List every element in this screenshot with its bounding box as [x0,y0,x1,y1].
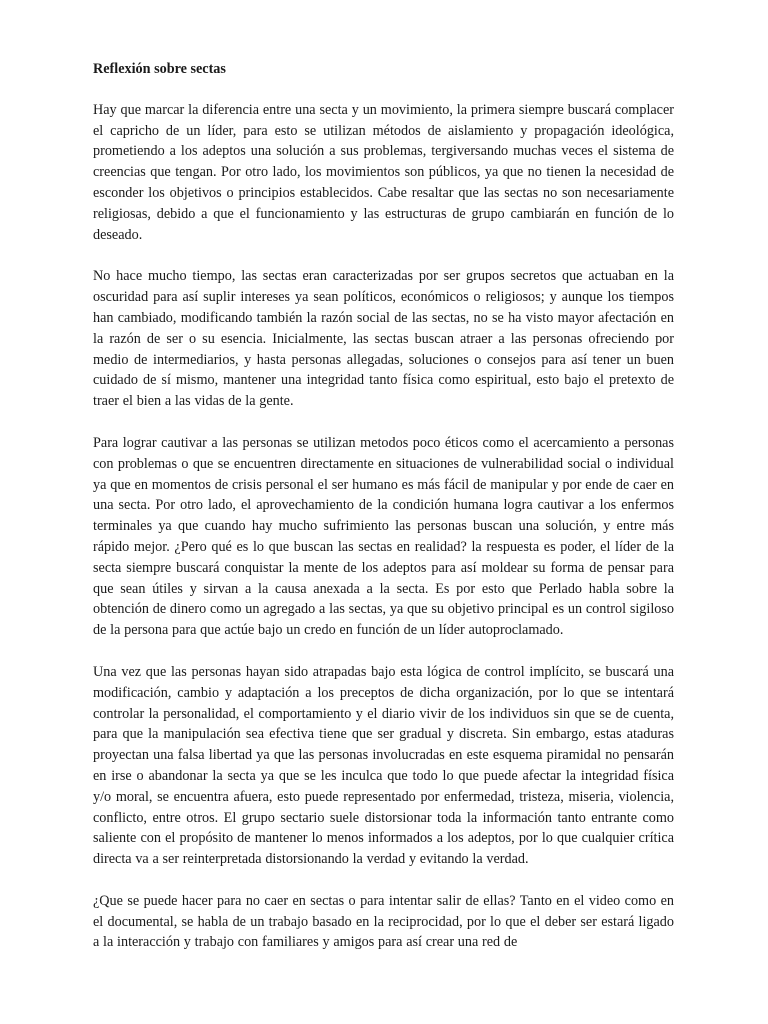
document-title: Reflexión sobre sectas [93,61,226,77]
paragraph-1: Hay que marcar la diferencia entre una secta y un movimiento, la primera siempre buscará complacer el capricho de un líder, para esto se utilizan métodos de aislamiento y propagación ideológica, prometiendo a los adeptos una solución a sus problemas, tergiversando muchas veces el sistema de creencias que tengan. Por otro lado, los movimientos son públicos, ya que no tienen la necesidad de esconder los objetivos o principios establecidos. Cabe resaltar que las sectas no son necesariamente religiosas, debido a que el funcionamiento y las estructuras de grupo cambiarán en función de lo deseado. [93,101,674,243]
document-body [93,59,674,974]
paragraph-3: Para lograr cautivar a las personas se utilizan metodos poco éticos como el acercamiento a personas con problemas o que se encuentren directamente en situaciones de vulnerabilidad social o individual ya que en momentos de crisis personal el ser humano es más fácil de manipular y por ende de caer en una secta. Por otro lado, el aprovechamiento de la condición humana logra cautivar a los enfermos terminales ya que cuando hay mucho sufrimiento las personas buscan una solución, y entre más rápido mejor. ¿Pero qué es lo que buscan las sectas en realidad? la respuesta es poder, el líder de la secta siempre buscará conquistar la mente de los adeptos para así moldear su forma de pensar para que sean útiles y sirvan a la causa anexada a la secta. Es por esto que Perlado habla sobre la obtención de dinero como un agregado a las sectas, ya que su objetivo principal es un control sigiloso de la persona para que actúe bajo un credo en función de un líder autoproclamado. [93,434,674,639]
paragraph-4: Una vez que las personas hayan sido atrapadas bajo esta lógica de control implícito, se buscará una modificación, cambio y adaptación a los preceptos de dicha organización, por lo que se intentará controlar la personalidad, el comportamiento y el diario vivir de los individuos sin que se de cuenta, para que la manipulación sea efectiva tiene que ser gradual y discreta. Sin embargo, estas ataduras proyectan una falsa libertad ya que las personas involucradas en este esquema piramidal no pensarán en irse o abandonar la secta ya que se les inculca que todo lo que puede afectar la integridad física y/o moral, se encuentra afuera, esto puede representado por enfermedad, tristeza, miseria, violencia, conflicto, entre otros. El grupo sectario suele distorsionar toda la información tanto entrante como saliente con el propósito de mantener lo menos informados a los adeptos, por lo que cualquier crítica directa va a ser reinterpretada distorsionando la verdad y evitando la verdad. [93,663,674,868]
paragraph-5: ¿Que se puede hacer para no caer en sectas o para intentar salir de ellas? Tanto en el video como en el documental, se habla de un trabajo basado en la reciprocidad, por lo que el deber ser estará ligado a la interacción y trabajo con familiares y amigos para así crear una red de [93,892,674,951]
paragraph-2: No hace mucho tiempo, las sectas eran caracterizadas por ser grupos secretos que actuaban en la oscuridad para así suplir intereses ya sean políticos, económicos o religiosos; y aunque los tiempos han cambiado, modificando también la razón social de las sectas, no se ha visto mayor afectación en la razón de ser o su esencia. Inicialmente, las sectas buscan atraer a las personas ofreciendo por medio de intermediarios, y hasta personas allegadas, soluciones o consejos para así tener un buen cuidado de sí mismo, mantener una integridad tanto física como espiritual, esto bajo el pretexto de traer el bien a las vidas de la gente. [93,268,674,410]
